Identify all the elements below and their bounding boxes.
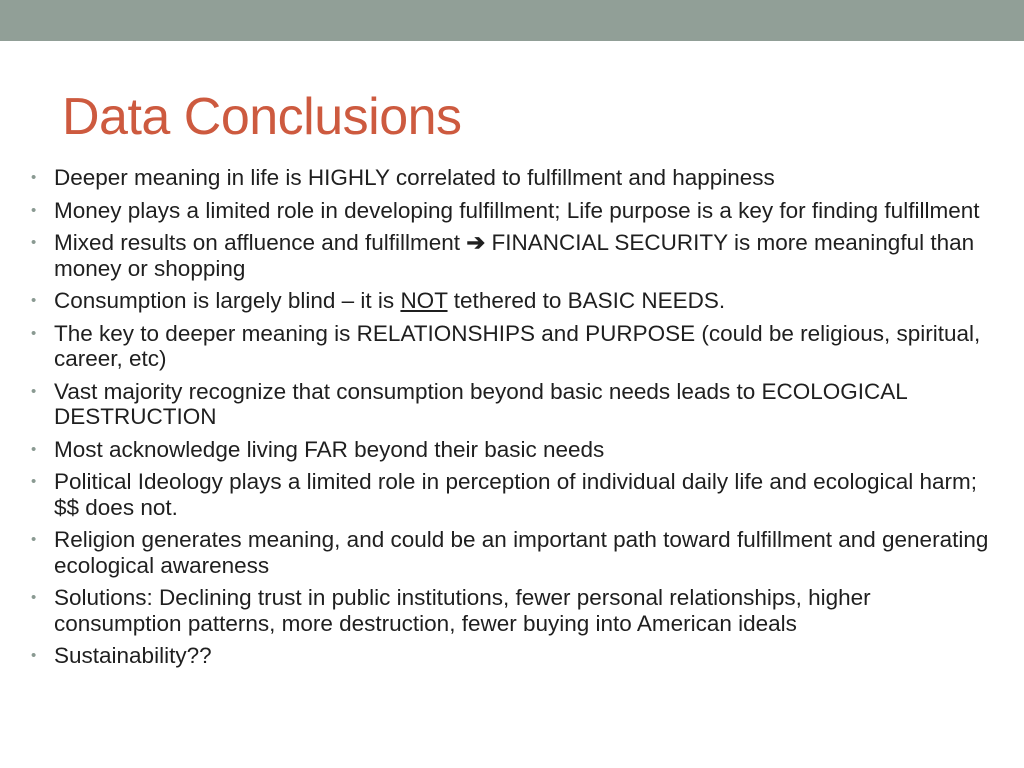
bullet-item (31, 230, 999, 281)
bullet-item (31, 197, 999, 224)
bullet-text: Mixed results on affluence and fulfillment (54, 230, 461, 255)
bullet-text: Most acknowledge living FAR beyond their basic needs (54, 436, 605, 462)
bullet-dot-icon: • (31, 169, 37, 186)
bullet-text: Political Ideology plays a limited role in perception of individual daily life and ecological harm; $$ does not. (54, 469, 978, 520)
bullet-dot-icon: • (31, 292, 37, 309)
bullet-dot-icon: • (31, 589, 37, 606)
bullet-text: Money plays a limited role in developing fulfillment; Life purpose is a key for finding fulfillment (54, 197, 980, 223)
bullet-item (31, 527, 999, 578)
bullet-item (31, 378, 999, 430)
bullet-text: Vast majority recognize that consumption beyond basic needs leads to ECOLOGICAL DESTRUCTION (54, 378, 907, 429)
bullet-dot-icon: • (31, 531, 37, 548)
bullet-dot-icon: • (31, 473, 37, 490)
bullet-item (31, 320, 999, 372)
bullet-item (31, 643, 999, 669)
bullet-item (31, 165, 999, 191)
bullet-dot-icon: • (31, 382, 37, 400)
underlined-word: NOT (400, 288, 448, 313)
bullet-item (31, 469, 999, 520)
bullet-dot-icon: • (31, 234, 37, 251)
top-band (0, 0, 1024, 41)
bullet-list (31, 165, 999, 676)
bullet-text: Religion generates meaning, and could be an important path toward fulfillment and generating ecological awareness (54, 527, 989, 578)
bullet-text: Deeper meaning in life is HIGHLY correlated to fulfillment and happiness (54, 165, 775, 190)
right-arrow-icon: ➔ (466, 230, 486, 255)
bullet-item (31, 585, 999, 636)
bullet-text: Solutions: Declining trust in public institutions, fewer personal relationships, higher consumption patterns, more destruction, fewer buying into American ideals (54, 585, 871, 636)
bullet-text: FINANCIAL SECURITY is more meaningful than money or shopping (54, 230, 975, 281)
slide-title: Data Conclusions (62, 88, 462, 146)
bullet-dot-icon: • (31, 647, 37, 664)
bullet-dot-icon: • (31, 324, 37, 342)
bullet-dot-icon: • (31, 440, 37, 458)
bullet-text: tethered to BASIC NEEDS. (453, 288, 726, 313)
bullet-text: The key to deeper meaning is RELATIONSHIPS and PURPOSE (could be religious, spiritual, career, etc) (54, 320, 981, 371)
bullet-item (31, 288, 999, 314)
bullet-text: Sustainability?? (54, 643, 212, 668)
bullet-item (31, 436, 999, 463)
bullet-dot-icon: • (31, 201, 37, 219)
bullet-text: Consumption is largely blind – it is (54, 288, 395, 313)
